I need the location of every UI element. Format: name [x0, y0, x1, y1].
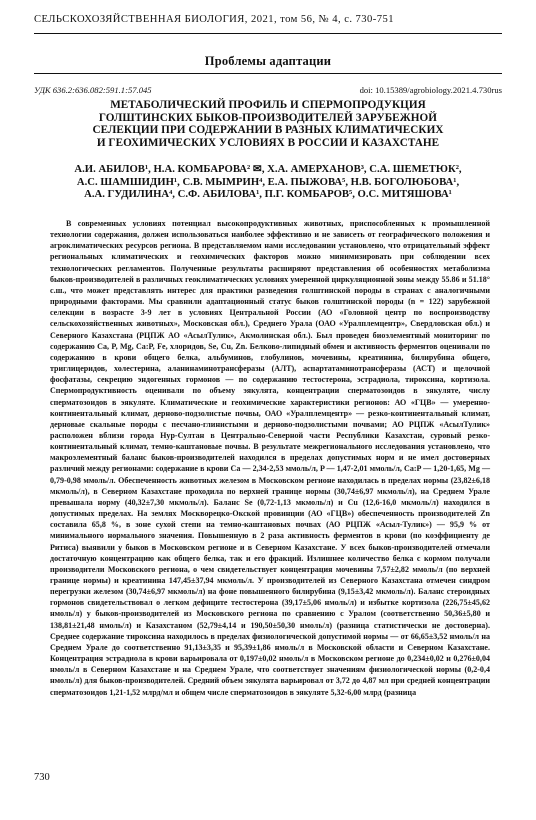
udk-code: УДК 636.2:636.082:591.1:57.045	[34, 85, 152, 95]
running-header: СЕЛЬСКОХОЗЯЙСТВЕННАЯ БИОЛОГИЯ, 2021, том 56, № 4, с. 730-751	[34, 14, 395, 25]
author-list	[34, 163, 502, 201]
section-rule	[34, 73, 502, 74]
title-line: МЕТАБОЛИЧЕСКИЙ ПРОФИЛЬ И СПЕРМОПРОДУКЦИЯ	[110, 99, 426, 111]
author-line: А.А. ГУДИЛИНА⁴, С.Ф. АБИЛОВА¹, П.Г. КОМБАРОВ⁵, О.С. МИТЯШОВА¹	[84, 188, 452, 201]
title-line: И ГЕОХИМИЧЕСКИХ УСЛОВИЯХ В РОССИИ И КАЗАХСТАНЕ	[96, 136, 440, 149]
section-title: Проблемы адаптации	[204, 54, 332, 68]
title-line: СЕЛЕКЦИИ ПРИ СОДЕРЖАНИИ В РАЗНЫХ КЛИМАТИЧЕСКИХ	[92, 124, 444, 136]
abstract-text: В современных условиях потенциал высокопродуктивных животных, приспособленных к промышленной технологии содержания, должен использоваться наиболее эффективно и не зависеть от географического положения и агроклиматических ресурсов региона. В представляемом нами исследовании установлено, что отрицательный эффект региональных климатических и геохимических факторов можно минимизировать при соблюдении всех технологических регламентов. Полученные результаты расширяют представления об особенностях метаболизма быков-производителей в различных геоклиматических условиях умеренной циркуляционной зоны между 55.86 и 51.18° с.ш., что может представлять интерес для практики разведения голштинской породы в странах с аналогичными природными факторами. Мы сравнили адаптационный статус быков голштинской породы (n = 122) зарубежной селекции в возрасте 3-9 лет в условиях Центральной России (АО «Головной центр по воспроизводству сельскохозяйственных животных», Московская обл.), Среднего Урала (ОАО «Уралплемцентр», Свердловская обл.) и Северного Казахстана (РЦПЖ АО «АсылТулик», Акмолинская обл.). Был проведен биоэлементный мониторинг по содержанию Ca, P, Mg, Ca:P, Fe, хлоридов, Se, Cu, Zn. Белково-липидный обмен и активность ферментов оценивали по содержанию в крови общего белка, альбуминов, глобулинов, мочевины, креатинина, билирубина общего, триглицеридов, холестерина, аланинаминотрансферазы (АЛТ), аспартатаминотрансферазы (АСТ) и щелочной фосфатазы, секрецию эндогенных гормонов — по содержанию тестостерона, эстрадиола, тироксина, кортизола. Спермопродуктивность оценивали по объему эякулята, концентрации сперматозоидов в эякуляте, числу сперматозоидов в эякуляте. Климатические и геохимические характеристики регионов: АО «ГЦВ» — умеренно-континентальный климат, дерново-подзолистые почвы, ОАО «Уралплемцентр» — резко-континентальный климат, дерновые скальные породы с песчано-глинистыми и дерново-подзолистыми почвами; АО РЦПЖ «АсылТулик» расположен вблизи города Нур-Султан в Центрально-Северной части Республики Казахстан, суровый резко-континентальный климат, темно-каштановые почвы. В результате межрегионального исследования установлено, что макроэлементный баланс быков-производителей находился в пределах допустимых норм и не имел достоверных различий между регионами: содержание в крови Ca — 2,34-2,53 ммоль/л, P — 1,47-2,01 ммоль/л, Ca:P — 1,20-1,65, Mg — 0,79-0,98 ммоль/л. Обеспеченность животных железом в Московском регионе находилась в пределах нормы (23,82±6,18 мкмоль/л), в Северном Казахстане проходила по верхней границе нормы (30,74±6,97 мкмоль/л), на Среднем Урале превышала норму (40,32±7,30 мкмоль/л). Баланс Se (0,72-1,13 мкмоль/л) и Cu (12,6-16,0 мкмоль/л) находился в допустимых пределах. На землях Москворецко-Окской провинции (АО «ГЦВ») обеспеченность производителей Zn составила 65,8 %, в зоне сухой степи на темно-каштановых почвах (АО РЦПЖ «Асыл-Тулик») — 95,9 % от минимального нормального значения. Повышенную в 2 раза активность ферментов в крови (по коэффициенту де Ритиса) выявили у быков в Московском регионе и в Северном Казахстане. У всех быков-производителей отмечали достаточную концентрацию как общего белка, так и его фракций. Излишнее количество белка с кормом получали производители Московского региона, о чем свидетельствует концентрация мочевины 7,57±2,82 ммоль/л (по верхней границе нормы) и креатинина 147,45±37,94 мкмоль/л. У производителей из Северного Казахстана отмечен синдром перегрузки железом (30,74±6,97 мкмоль/л) на фоне повышенного билирубина (9,15±3,42 мкмоль/л). Баланс стероидных гормонов свидетельствовал о легком дефиците тестостерона (39,17±5,06 нмоль/л) и избытке кортизола (226,75±45,62 нмоль/л) у быков-производителей из Московского региона по сравнению с Уралом (соответственно 50,36±5,80 и 138,81±21,48 нмоль/л) и Казахстаном (52,79±4,14 и 190,50±50,30 нмоль/л) (разница статистически не достоверна). Среднее содержание тироксина находилось в пределах физиологической допустимой нормы — от 66,65±3,52 нмоль/л на Среднем Урале до соответственно 91,13±3,35 и 95,39±1,86 нмоль/л в Московской области и Северном Казахстане. Концентрация эстрадиола в крови варьировала от 0,197±0,02 нмоль/л в Московском регионе до 0,234±0,02 и 0,276±0,04 нмоль/л в Северном Казахстане и на Среднем Урале, что соответствует значениям физиологической нормы (0,2-0,4 нмоль/л) для быков-производителей. Средний объем эякулята варьировал от 3,72 до 4,87 мл при средней концентрации сперматозоидов 1,21-1,52 млрд/мл и общем числе сперматозоидов в эякуляте 5,32-6,00 млрд (разница	[50, 219, 490, 697]
abstract	[50, 218, 490, 698]
page-number: 730	[34, 772, 50, 783]
title-line: ГОЛШТИНСКИХ БЫКОВ-ПРОИЗВОДИТЕЛЕЙ ЗАРУБЕЖНОЙ	[98, 111, 438, 124]
doi: doi: 10.15389/agrobiology.2021.4.730rus	[359, 85, 502, 95]
author-line: А.С. ШАМШИДИН¹, С.В. МЫМРИН⁴, Е.А. ПЫЖОВА⁵, Н.В. БОГОЛЮБОВА¹,	[76, 175, 460, 188]
article-title	[34, 99, 502, 149]
header-rule	[34, 33, 502, 34]
author-line: А.И. АБИЛОВ¹, Н.А. КОМБАРОВА² ✉, Х.А. АМЕРХАНОВ³, С.А. ШЕМЕТЮК²,	[74, 163, 462, 175]
